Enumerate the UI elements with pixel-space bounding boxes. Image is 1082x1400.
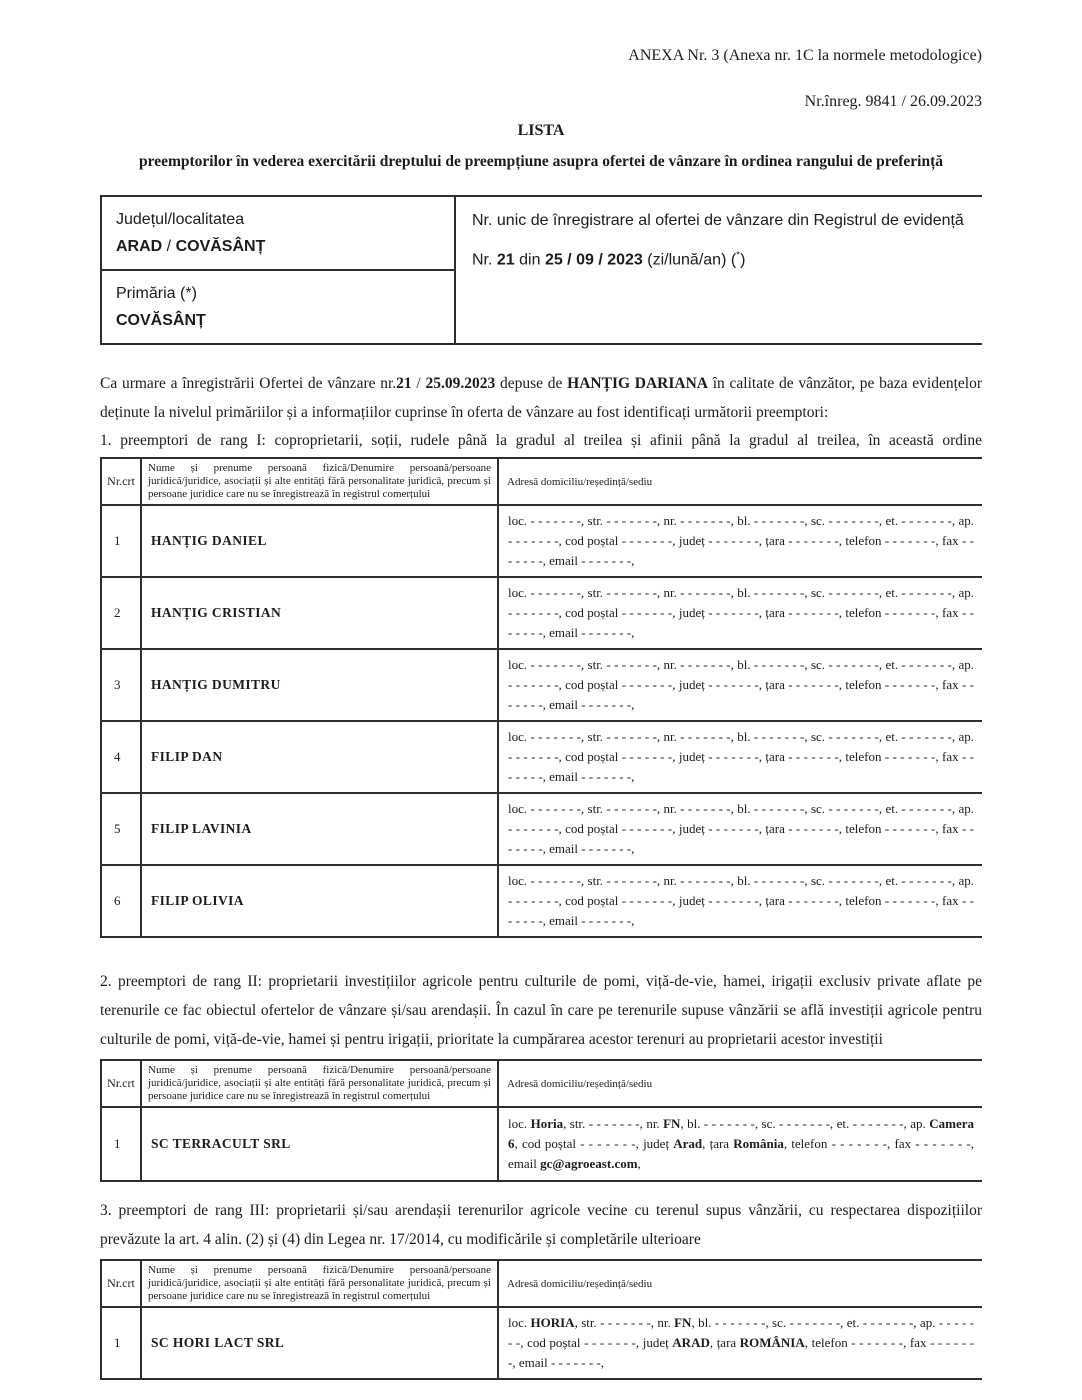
table-header-row [101,1260,982,1307]
document-subtitle: preemptorilor în vederea exercitării dreptului de preempțiune asupra ofertei de vânzare în ordinea rangului de preferință [138,153,944,170]
column-header-address: Adresă domiciliu/reședință/sediu [498,1260,982,1307]
row-number: 3 [101,649,141,721]
row-number: 5 [101,793,141,865]
cityhall-cell [101,270,455,344]
offer-registration-text: Nr. unic de înregistrare al ofertei de vânzare din Registrul de evidență [472,212,964,229]
rank3-table [100,1259,982,1380]
preemptor-address: loc. Horia, str. - - - - - - -, nr. FN, bl. - - - - - - -, sc. - - - - - - -, et. - - - - - - -, ap. Camera 6, cod poștal - - - - - - -, județ Arad, țara România, telefon - - - - - - -, fax - - - - - - -, email gc@agroeast.com, [498,1107,982,1181]
column-header-address: Adresă domiciliu/reședință/sediu [498,1060,982,1107]
table-row [101,865,982,937]
annex-heading: ANEXA Nr. 3 (Anexa nr. 1C la normele metodologice) [628,47,982,64]
table-row [101,1307,982,1379]
row-number: 6 [101,865,141,937]
row-number: 1 [101,1107,141,1181]
preemptor-name: SC HORI LACT SRL [141,1307,498,1379]
table-header-row [101,1060,982,1107]
column-header-name: Nume și prenume persoană fizică/Denumire persoană/persoane juridică/juridice, asociații și alte entități fără personalitate juridică, precum și persoane juridice care nu se înregistrează în registrul comerțului [141,458,498,505]
cityhall-label: Primăria (*) [116,285,197,302]
table-row [101,577,982,649]
registration-info-table [100,195,982,345]
table-header-row [101,458,982,505]
rank1-heading: 1. preemptori de rang I: coproprietarii, soții, rudele până la gradul al treilea și afinii până la gradul al treilea, în această ordine [100,432,982,449]
rank3-heading: 3. preemptori de rang III: proprietarii și/sau arendașii terenurilor agricole vecine cu terenul supus vânzării, cu respectarea dispozițiilor prevăzute la art. 4 alin. (2) și (4) din Legea nr. 17/2014, cu modificările și completările ulterioare [100,1202,982,1248]
table-row [101,1107,982,1181]
table-row [101,505,982,577]
county-cell [101,196,455,270]
column-header-nrcrt: Nr.crt [101,1260,141,1307]
table-row [101,649,982,721]
document-title: LISTA [517,122,565,139]
cityhall-value: COVĂSÂNȚ [116,312,206,329]
preemptor-address: loc. - - - - - - -, str. - - - - - - -, nr. - - - - - - -, bl. - - - - - - -, sc. - - - - - - -, et. - - - - - - -, ap. - - - - - - -, cod poștal - - - - - - -, județ - - - - - - -, țara - - - - - - -, telefon - - - - - - -, fax - - - - - - -, email - - - - - - -, [498,865,982,937]
county-value: ARAD / COVĂSÂNȚ [116,238,266,255]
offer-registration-value: Nr. 21 din 25 / 09 / 2023 (zi/lună/an) (*) [472,250,746,269]
preemptor-address: loc. HORIA, str. - - - - - - -, nr. FN, bl. - - - - - - -, sc. - - - - - - -, et. - - - - - - -, ap. - - - - - - -, cod poștal - - - - - - -, județ ARAD, țara ROMÂNIA, telefon - - - - - - -, fax - - - - - - -, email - - - - - - -, [498,1307,982,1379]
column-header-name: Nume și prenume persoană fizică/Denumire persoană/persoane juridică/juridice, asociații și alte entități fără personalitate juridică, precum și persoane juridice care nu se înregistrează în registrul comerțului [141,1060,498,1107]
rank1-table [100,457,982,938]
table-row [101,721,982,793]
preemptor-name: HANȚIG CRISTIAN [141,577,498,649]
row-number: 1 [101,505,141,577]
column-header-name: Nume și prenume persoană fizică/Denumire persoană/persoane juridică/juridice, asociații și alte entități fără personalitate juridică, precum și persoane juridice care nu se înregistrează în registrul comerțului [141,1260,498,1307]
table-row [101,793,982,865]
column-header-address: Adresă domiciliu/reședință/sediu [498,458,982,505]
preemptor-address: loc. - - - - - - -, str. - - - - - - -, nr. - - - - - - -, bl. - - - - - - -, sc. - - - - - - -, et. - - - - - - -, ap. - - - - - - -, cod poștal - - - - - - -, județ - - - - - - -, țara - - - - - - -, telefon - - - - - - -, fax - - - - - - -, email - - - - - - -, [498,505,982,577]
row-number: 2 [101,577,141,649]
rank2-heading: 2. preemptori de rang II: proprietarii investițiilor agricole pentru culturile de pomi, viță-de-vie, hamei, irigații exclusiv private aflate pe terenurile ce fac obiectul ofertelor de vânzare și/sau arendașii. În cazul în care pe terenurile supuse vânzării se află investiții agricole pentru culturile de pomi, viță-de-vie, hamei și pentru irigații, prioritate la cumpărarea acestor terenuri au proprietarii acestor investiții [100,973,982,1048]
preemptor-name: FILIP LAVINIA [141,793,498,865]
registration-number: Nr.înreg. 9841 / 26.09.2023 [804,93,982,110]
intro-paragraph: Ca urmare a înregistrării Ofertei de vânzare nr.21 / 25.09.2023 depuse de HANȚIG DARIANA în calitate de vânzător, pe baza evidențelor deținute la nivelul primăriilor și a informațiilor cuprinse în oferta de vânzare au fost identificați următorii preemptori: [100,375,982,421]
preemptor-name: HANȚIG DUMITRU [141,649,498,721]
preemptor-address: loc. - - - - - - -, str. - - - - - - -, nr. - - - - - - -, bl. - - - - - - -, sc. - - - - - - -, et. - - - - - - -, ap. - - - - - - -, cod poștal - - - - - - -, județ - - - - - - -, țara - - - - - - -, telefon - - - - - - -, fax - - - - - - -, email - - - - - - -, [498,649,982,721]
column-header-nrcrt: Nr.crt [101,1060,141,1107]
row-number: 4 [101,721,141,793]
county-row [101,196,982,270]
preemptor-name: FILIP OLIVIA [141,865,498,937]
preemptor-name: SC TERRACULT SRL [141,1107,498,1181]
offer-registration-cell [455,196,982,344]
column-header-nrcrt: Nr.crt [101,458,141,505]
row-number: 1 [101,1307,141,1379]
county-label: Județul/localitatea [116,211,245,228]
preemptor-address: loc. - - - - - - -, str. - - - - - - -, nr. - - - - - - -, bl. - - - - - - -, sc. - - - - - - -, et. - - - - - - -, ap. - - - - - - -, cod poștal - - - - - - -, județ - - - - - - -, țara - - - - - - -, telefon - - - - - - -, fax - - - - - - -, email - - - - - - -, [498,793,982,865]
rank2-table [100,1059,982,1182]
preemptor-address: loc. - - - - - - -, str. - - - - - - -, nr. - - - - - - -, bl. - - - - - - -, sc. - - - - - - -, et. - - - - - - -, ap. - - - - - - -, cod poștal - - - - - - -, județ - - - - - - -, țara - - - - - - -, telefon - - - - - - -, fax - - - - - - -, email - - - - - - -, [498,577,982,649]
preemptor-address: loc. - - - - - - -, str. - - - - - - -, nr. - - - - - - -, bl. - - - - - - -, sc. - - - - - - -, et. - - - - - - -, ap. - - - - - - -, cod poștal - - - - - - -, județ - - - - - - -, țara - - - - - - -, telefon - - - - - - -, fax - - - - - - -, email - - - - - - -, [498,721,982,793]
preemptor-name: HANȚIG DANIEL [141,505,498,577]
preemptor-name: FILIP DAN [141,721,498,793]
